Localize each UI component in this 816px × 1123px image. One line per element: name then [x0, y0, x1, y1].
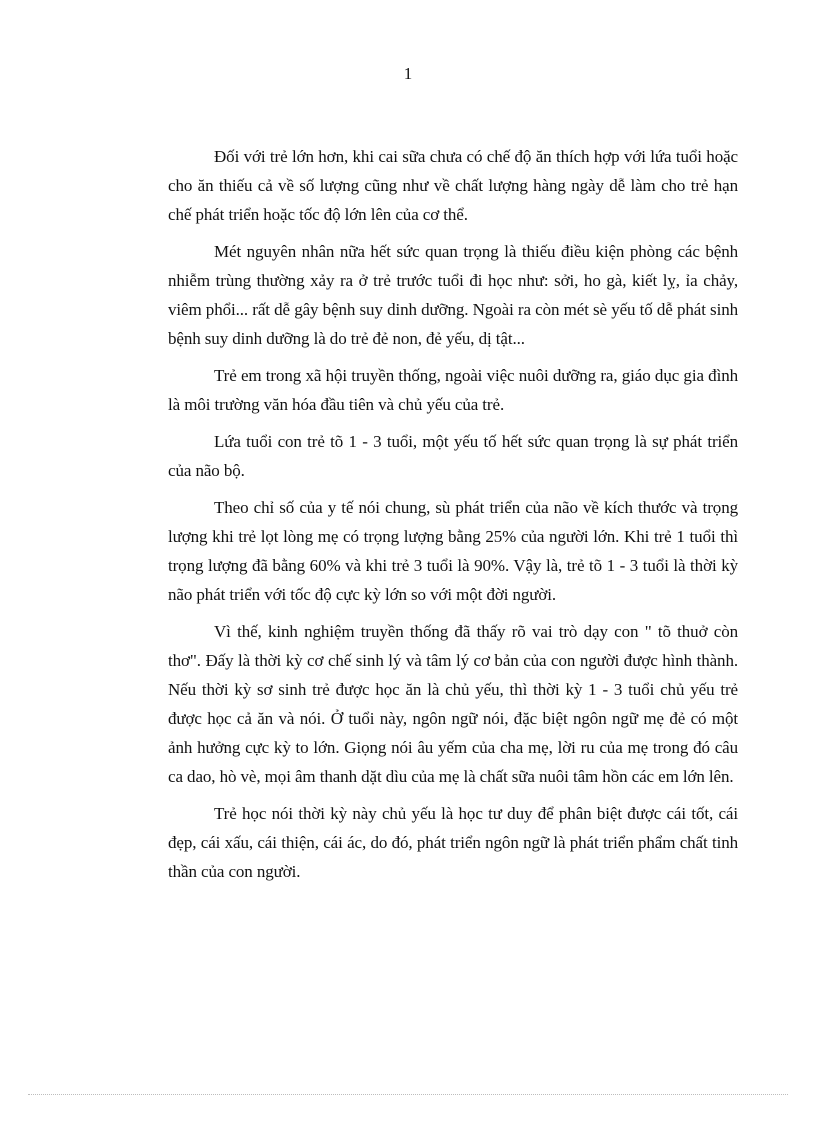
paragraph-infection-causes: Mét nguyên nhân nữa hết sức quan trọng là thiếu điều kiện phòng các bệnh nhiễm trùng thường xảy ra ở trẻ trước tuổi đi học như: sởi, ho gà, kiết lỵ, ỉa chảy, viêm phổi... rất dễ gây bệnh suy dinh dưỡng. Ngoài ra còn mét sè yếu tố dễ phát sinh bệnh suy dinh dưỡng là do trẻ đẻ non, đẻ yếu, dị tật... [168, 242, 738, 348]
bottom-divider [28, 1094, 788, 1095]
paragraph-brain-development: Lứa tuổi con trẻ tõ 1 - 3 tuổi, một yếu tố hết sức quan trọng là sự phát triển của não bộ. [168, 432, 738, 480]
paragraph-traditional-experience: Vì thế, kinh nghiệm truyền thống đã thấy rõ vai trò dạy con " tõ thuở còn thơ". Đấy là thời kỳ cơ chế sinh lý và tâm lý cơ bản của con người được hình thành. Nếu thời kỳ sơ sinh trẻ được học ăn là chủ yếu, thì thời kỳ 1 - 3 tuổi chủ yếu trẻ được học cả ăn và nói. Ở tuổi này, ngôn ngữ nói, đặc biệt ngôn ngữ mẹ đẻ có một ảnh hưởng cực kỳ to lớn. Giọng nói âu yếm của cha mẹ, lời ru của mẹ trong đó câu ca dao, hò vè, mọi âm thanh dặt dìu của mẹ là chất sữa nuôi tâm hồn các em lớn lên. [168, 622, 738, 786]
paragraph-family-education: Trẻ em trong xã hội truyền thống, ngoài việc nuôi dưỡng ra, giáo dục gia đình là môi trường văn hóa đầu tiên và chủ yếu của trẻ. [168, 366, 738, 414]
paragraph-language-learning: Trẻ học nói thời kỳ này chủ yếu là học tư duy để phân biệt được cái tốt, cái đẹp, cái xấu, cái thiện, cái ác, do đó, phát triển ngôn ngữ là phát triển phẩm chất tinh thần của con người. [168, 804, 738, 881]
paragraph-weaning-nutrition: Đối với trẻ lớn hơn, khi cai sữa chưa có chế độ ăn thích hợp với lứa tuổi hoặc cho ăn thiếu cả về số lượng cũng như về chất lượng hàng ngày dễ làm cho trẻ hạn chế phát triển hoặc tốc độ lớn lên của cơ thể. [168, 147, 738, 224]
paragraph-brain-growth-statistics: Theo chỉ số của y tế nói chung, sù phát triển của não về kích thước và trọng lượng khi trẻ lọt lòng mẹ có trọng lượng bằng 25% của người lớn. Khi trẻ 1 tuổi thì trọng lượng đã bằng 60% và khi trẻ 3 tuổi là 90%. Vậy là, trẻ tõ 1 - 3 tuổi là thời kỳ não phát triển với tốc độ cực kỳ lớn so với một đời người. [168, 498, 738, 604]
document-body [168, 142, 738, 894]
page-number: 1 [403, 64, 413, 83]
